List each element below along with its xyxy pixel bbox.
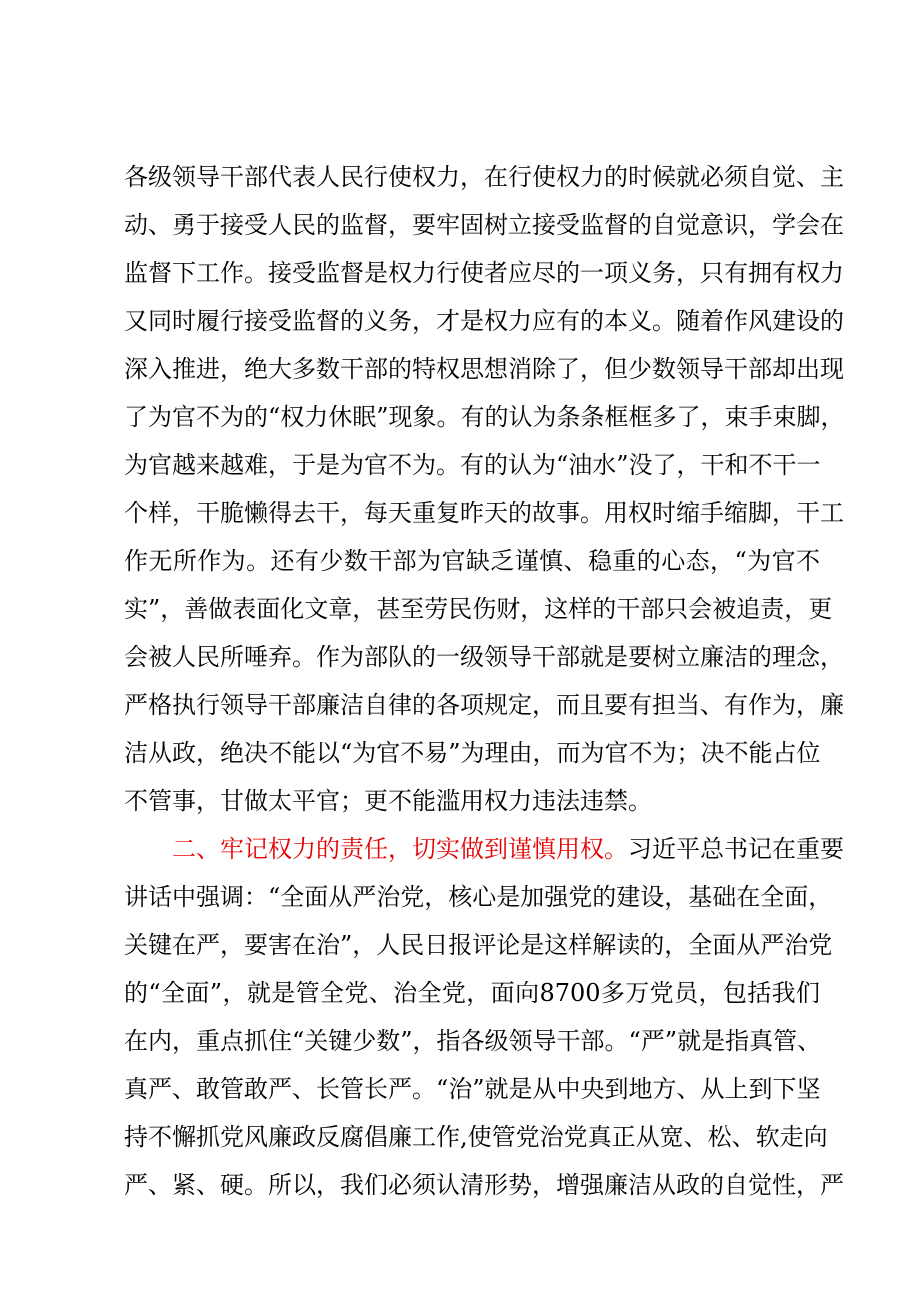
text-line: 严格执行领导干部廉洁自律的各项规定，而且要有担当、有作为，廉 bbox=[124, 691, 844, 719]
heading-line-rest: 习近平总书记在重要 bbox=[628, 835, 844, 863]
text-line: 严、紧、硬。所以，我们必须认清形势，增强廉洁从政的自觉性，严 bbox=[124, 1171, 844, 1199]
text-line: 的“全面”，就是管全党、治全党，面向8700多万党员，包括我们 bbox=[124, 979, 820, 1007]
text-line: 监督下工作。接受监督是权力行使者应尽的一项义务，只有拥有权力 bbox=[124, 259, 844, 287]
text-line: 真严、敢管敢严、长管长严。“治”就是从中央到地方、从上到下坚 bbox=[124, 1075, 821, 1103]
text-line: 作无所作为。还有少数干部为官缺乏谨慎、稳重的心态，“为官不 bbox=[124, 547, 820, 575]
text-line: 会被人民所唾弃。作为部队的一级领导干部就是要树立廉洁的理念， bbox=[124, 643, 844, 671]
text-line: 关键在严，要害在治”，人民日报评论是这样解读的，全面从严治党 bbox=[124, 931, 833, 959]
section-heading: 二、牢记权力的责任，切实做到谨慎用权。 bbox=[172, 835, 628, 863]
document-body bbox=[124, 153, 845, 1209]
text-line: 持不懈抓党风廉政反腐倡廉工作,使管党治党真正从宽、松、软走向 bbox=[124, 1123, 828, 1151]
text-line: 个样，干脆懒得去干，每天重复昨天的故事。用权时缩手缩脚，干工 bbox=[124, 499, 844, 527]
text-line: 深入推进，绝大多数干部的特权思想消除了，但少数领导干部却出现 bbox=[124, 355, 844, 383]
text-line: 实”，善做表面化文章，甚至劳民伤财，这样的干部只会被追责，更 bbox=[124, 595, 833, 623]
text-line: 各级领导干部代表人民行使权力，在行使权力的时候就必须自觉、主 bbox=[124, 163, 844, 191]
paragraph-1 bbox=[124, 153, 845, 825]
text-line: 讲话中强调：“全面从严治党，核心是加强党的建设，基础在全面， bbox=[124, 883, 833, 911]
paragraph-2 bbox=[124, 825, 844, 1209]
text-line: 为官越来越难，于是为官不为。有的认为“油水”没了，干和不干一 bbox=[124, 451, 821, 479]
text-line: 不管事，甘做太平官；更不能滥用权力违法违禁。 bbox=[124, 787, 652, 815]
text-line: 又同时履行接受监督的义务，才是权力应有的本义。随着作风建设的 bbox=[124, 307, 844, 335]
text-line: 了为官不为的“权力休眠”现象。有的认为条条框框多了，束手束脚， bbox=[124, 403, 845, 431]
text-line: 在内，重点抓住“关键少数”，指各级领导干部。“严”就是指真管、 bbox=[124, 1027, 822, 1055]
text-line: 动、勇于接受人民的监督，要牢固树立接受监督的自觉意识，学会在 bbox=[124, 211, 844, 239]
heading-line bbox=[124, 825, 844, 873]
text-line: 洁从政，绝决不能以“为官不易”为理由，而为官不为；决不能占位 bbox=[124, 739, 821, 767]
